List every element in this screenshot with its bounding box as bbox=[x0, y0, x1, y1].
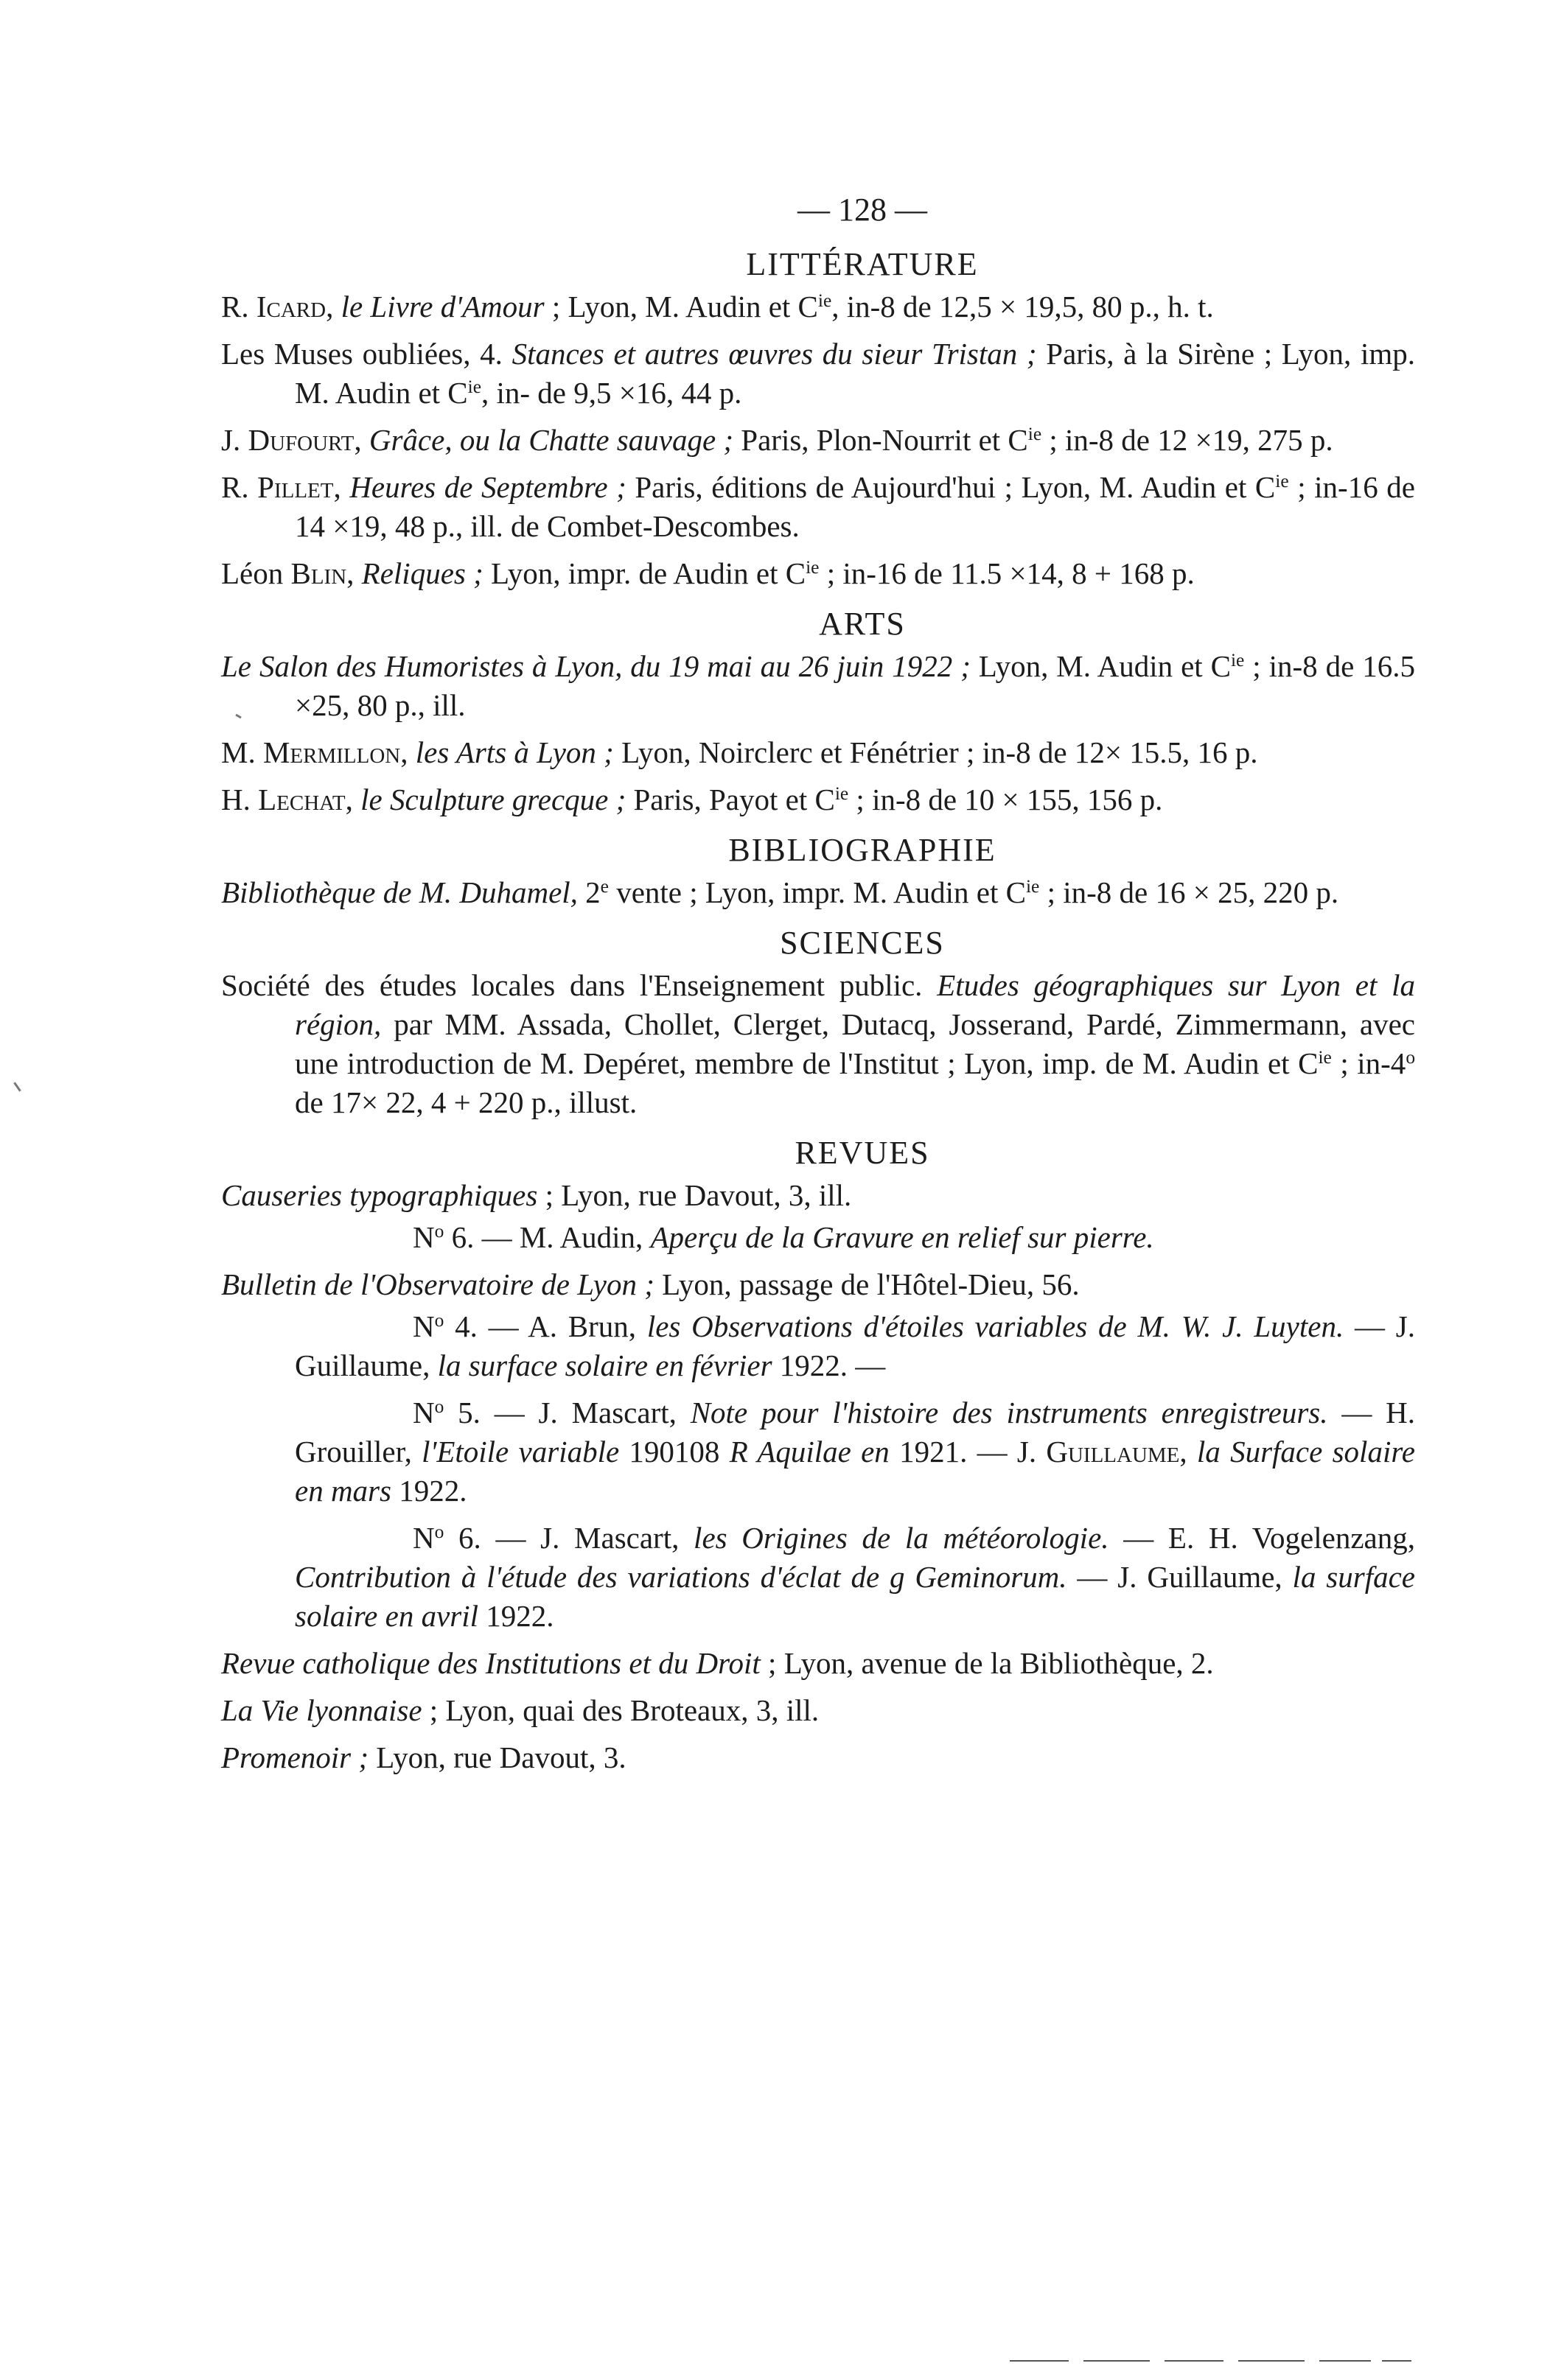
article-title: la surface solaire en avril bbox=[295, 1560, 1416, 1633]
article-title: Note pour l'histoire des instruments enregistreurs. bbox=[690, 1396, 1328, 1429]
entry-dufourt: J. Dufourt, Grâce, ou la Chatte sauvage ; Paris, Plon-Nourrit et $C^{ie}$ ; in-8 de 12 ×19, 275 p. bbox=[221, 423, 1333, 457]
entry-promenoir: Promenoir ; Lyon, rue Davout, 3. bbox=[221, 1740, 626, 1774]
entry-salon-humoristes: Le Salon des Humoristes à Lyon, du 19 mai au 26 juin 1922 ; Lyon, M. Audin et $C^{ie}$ ; in-8 de 16.5 ×25, 80 p., ill. bbox=[221, 649, 1415, 722]
work-title: Etudes géographiques sur Lyon et la région, bbox=[295, 968, 1415, 1041]
author-name: Blin, bbox=[290, 556, 355, 590]
article-title: la Surface solaire en mars bbox=[295, 1435, 1415, 1508]
author-name: Lechat, bbox=[258, 783, 353, 816]
work-title: Grâce, ou la Chatte sauvage ; bbox=[361, 423, 734, 457]
author-name: Icard, bbox=[256, 290, 334, 323]
entry-pillet: R. Pillet, Heures de Septembre ; Paris, éditions de Aujourd'hui ; Lyon, M. Audin et $C^{ie}$ ; in-16 de 14 ×19, 48 p., ill. de Combet-Descombes. bbox=[221, 470, 1415, 543]
entry-vie-lyonnaise: La Vie lyonnaise ; Lyon, quai des Broteaux, 3, ill. bbox=[221, 1693, 820, 1727]
article-title: les Origines de la météorologie. bbox=[694, 1521, 1109, 1555]
entry-icard: R. Icard, le Livre d'Amour ; Lyon, M. Audin et $C^{ie}$, in-8 de 12,5 × 19,5, 80 p., h. t. bbox=[221, 290, 1214, 323]
section-title-arts: ARTS bbox=[819, 606, 906, 642]
entry-mermillon: M. Mermillon, les Arts à Lyon ; Lyon, Noirclerc et Fénétrier ; in-8 de 12× 15.5, 16 p. bbox=[221, 735, 1258, 769]
entry-lechat: H. Lechat, le Sculpture grecque ; Paris, Payot et $C^{ie}$ ; in-8 de 10 × 155, 156 p. bbox=[221, 783, 1163, 816]
author-name: Mermillon, bbox=[262, 735, 408, 769]
section-title-revues: REVUES bbox=[795, 1135, 930, 1171]
entry-etudes-geographiques: Société des études locales dans l'Enseignement public. Etudes géographiques sur Lyon et la région, par MM. Assada, Chollet, Clerget, Dutacq, Josserand, Pardé, Zimmermann, avec une introduction de M. Depéret, membre de l'Institut ; Lyon, imp. de M. Audin et $C^{ie}$ ; in-4$^o$ de 17× 22, 4 + 220 p., illust. bbox=[221, 968, 1416, 1119]
issue-causeries-n6: $N^o$ 6. — M. Audin, Aperçu de la Gravure en relief sur pierre. bbox=[413, 1220, 1154, 1254]
footer-rule bbox=[1010, 2360, 1069, 2362]
section-title-litterature: LITTÉRATURE bbox=[746, 246, 979, 282]
footer-rule bbox=[1083, 2360, 1150, 2362]
footer-rule bbox=[1238, 2360, 1305, 2362]
article-title: Contribution à l'étude des variations d'éclat de g Geminorum. bbox=[295, 1560, 1067, 1594]
work-title: Bibliothèque de M. Duhamel, bbox=[221, 875, 578, 909]
journal-title: Causeries typographiques bbox=[221, 1178, 538, 1212]
footer-rule bbox=[1319, 2360, 1371, 2362]
page-number: — 128 — bbox=[797, 192, 927, 228]
entry-blin: Léon Blin, Reliques ; Lyon, impr. de Audin et $C^{ie}$ ; in-16 de 11.5 ×14, 8 + 168 p. bbox=[221, 556, 1195, 590]
article-title: l'Etoile variable bbox=[422, 1435, 620, 1469]
issue-bulletin-n5: $N^o$ 5. — J. Mascart, Note pour l'histoire des instruments enregistreurs. — H. Grouiller, l'Etoile variable 190108 R Aquilae en 1921. — J. Guillaume, la Surface solaire en mars 1922. bbox=[295, 1396, 1416, 1508]
journal-title: Bulletin de l'Observatoire de Lyon ; bbox=[221, 1267, 654, 1301]
entry-causeries: Causeries typographiques ; Lyon, rue Davout, 3, ill. bbox=[221, 1178, 852, 1212]
issue-bulletin-n6: $N^o$ 6. — J. Mascart, les Origines de la météorologie. — E. H. Vogelenzang, Contribution à l'étude des variations d'éclat de g Geminorum. — J. Guillaume, la surface solaire en avril 1922. bbox=[295, 1521, 1416, 1633]
section-title-bibliographie: BIBLIOGRAPHIE bbox=[728, 832, 996, 868]
entry-muses-oubliees: Les Muses oubliées, 4. Stances et autres œuvres du sieur Tristan ; Paris, à la Sirène ; Lyon, imp. M. Audin et $C^{ie}$, in- de 9,5 ×16, 44 p. bbox=[221, 337, 1416, 410]
author-name: Guillaume, bbox=[1046, 1435, 1187, 1469]
author-name: Pillet, bbox=[257, 470, 341, 504]
footer-rule bbox=[1382, 2360, 1411, 2362]
issue-bulletin-n4: $N^o$ 4. — A. Brun, les Observations d'étoiles variables de M. W. J. Luyten. — J. Guillaume, la surface solaire en février 1922. — bbox=[295, 1309, 1415, 1382]
entry-bulletin-observatoire: Bulletin de l'Observatoire de Lyon ; Lyon, passage de l'Hôtel-Dieu, 56. bbox=[221, 1267, 1080, 1301]
journal-title: Promenoir ; bbox=[221, 1740, 369, 1774]
entry-duhamel: Bibliothèque de M. Duhamel, 2e vente ; Lyon, impr. M. Audin et $C^{ie}$ ; in-8 de 16 × 25, 220 p. bbox=[221, 875, 1339, 909]
author-name: Dufourt, bbox=[248, 423, 362, 457]
footer-rules bbox=[1010, 2360, 1422, 2363]
work-title: les Arts à Lyon ; bbox=[408, 735, 614, 769]
document-page bbox=[221, 184, 1415, 1785]
journal-title: La Vie lyonnaise bbox=[221, 1693, 422, 1727]
work-title: le Sculpture grecque ; bbox=[352, 783, 626, 816]
article-title: la surface solaire en février bbox=[437, 1348, 772, 1382]
entry-revue-catholique: Revue catholique des Institutions et du Droit ; Lyon, avenue de la Bibliothèque, 2. bbox=[221, 1646, 1214, 1680]
work-title: le Livre d'Amour bbox=[333, 290, 545, 323]
work-title: Heures de Septembre ; bbox=[341, 470, 626, 504]
work-title: Stances et autres œuvres du sieur Tristan ; bbox=[512, 337, 1037, 371]
section-title-sciences: SCIENCES bbox=[780, 925, 945, 961]
footer-rule bbox=[1165, 2360, 1223, 2362]
work-title: Reliques ; bbox=[354, 556, 483, 590]
article-title: R Aquilae en bbox=[729, 1435, 890, 1469]
work-title: Le Salon des Humoristes à Lyon, du 19 mai au 26 juin 1922 ; bbox=[221, 649, 971, 683]
article-title: les Observations d'étoiles variables de M. W. J. Luyten. bbox=[646, 1309, 1344, 1343]
article-title: Aperçu de la Gravure en relief sur pierre. bbox=[650, 1220, 1154, 1254]
scan-mark bbox=[13, 1082, 21, 1091]
journal-title: Revue catholique des Institutions et du Droit bbox=[221, 1646, 761, 1680]
